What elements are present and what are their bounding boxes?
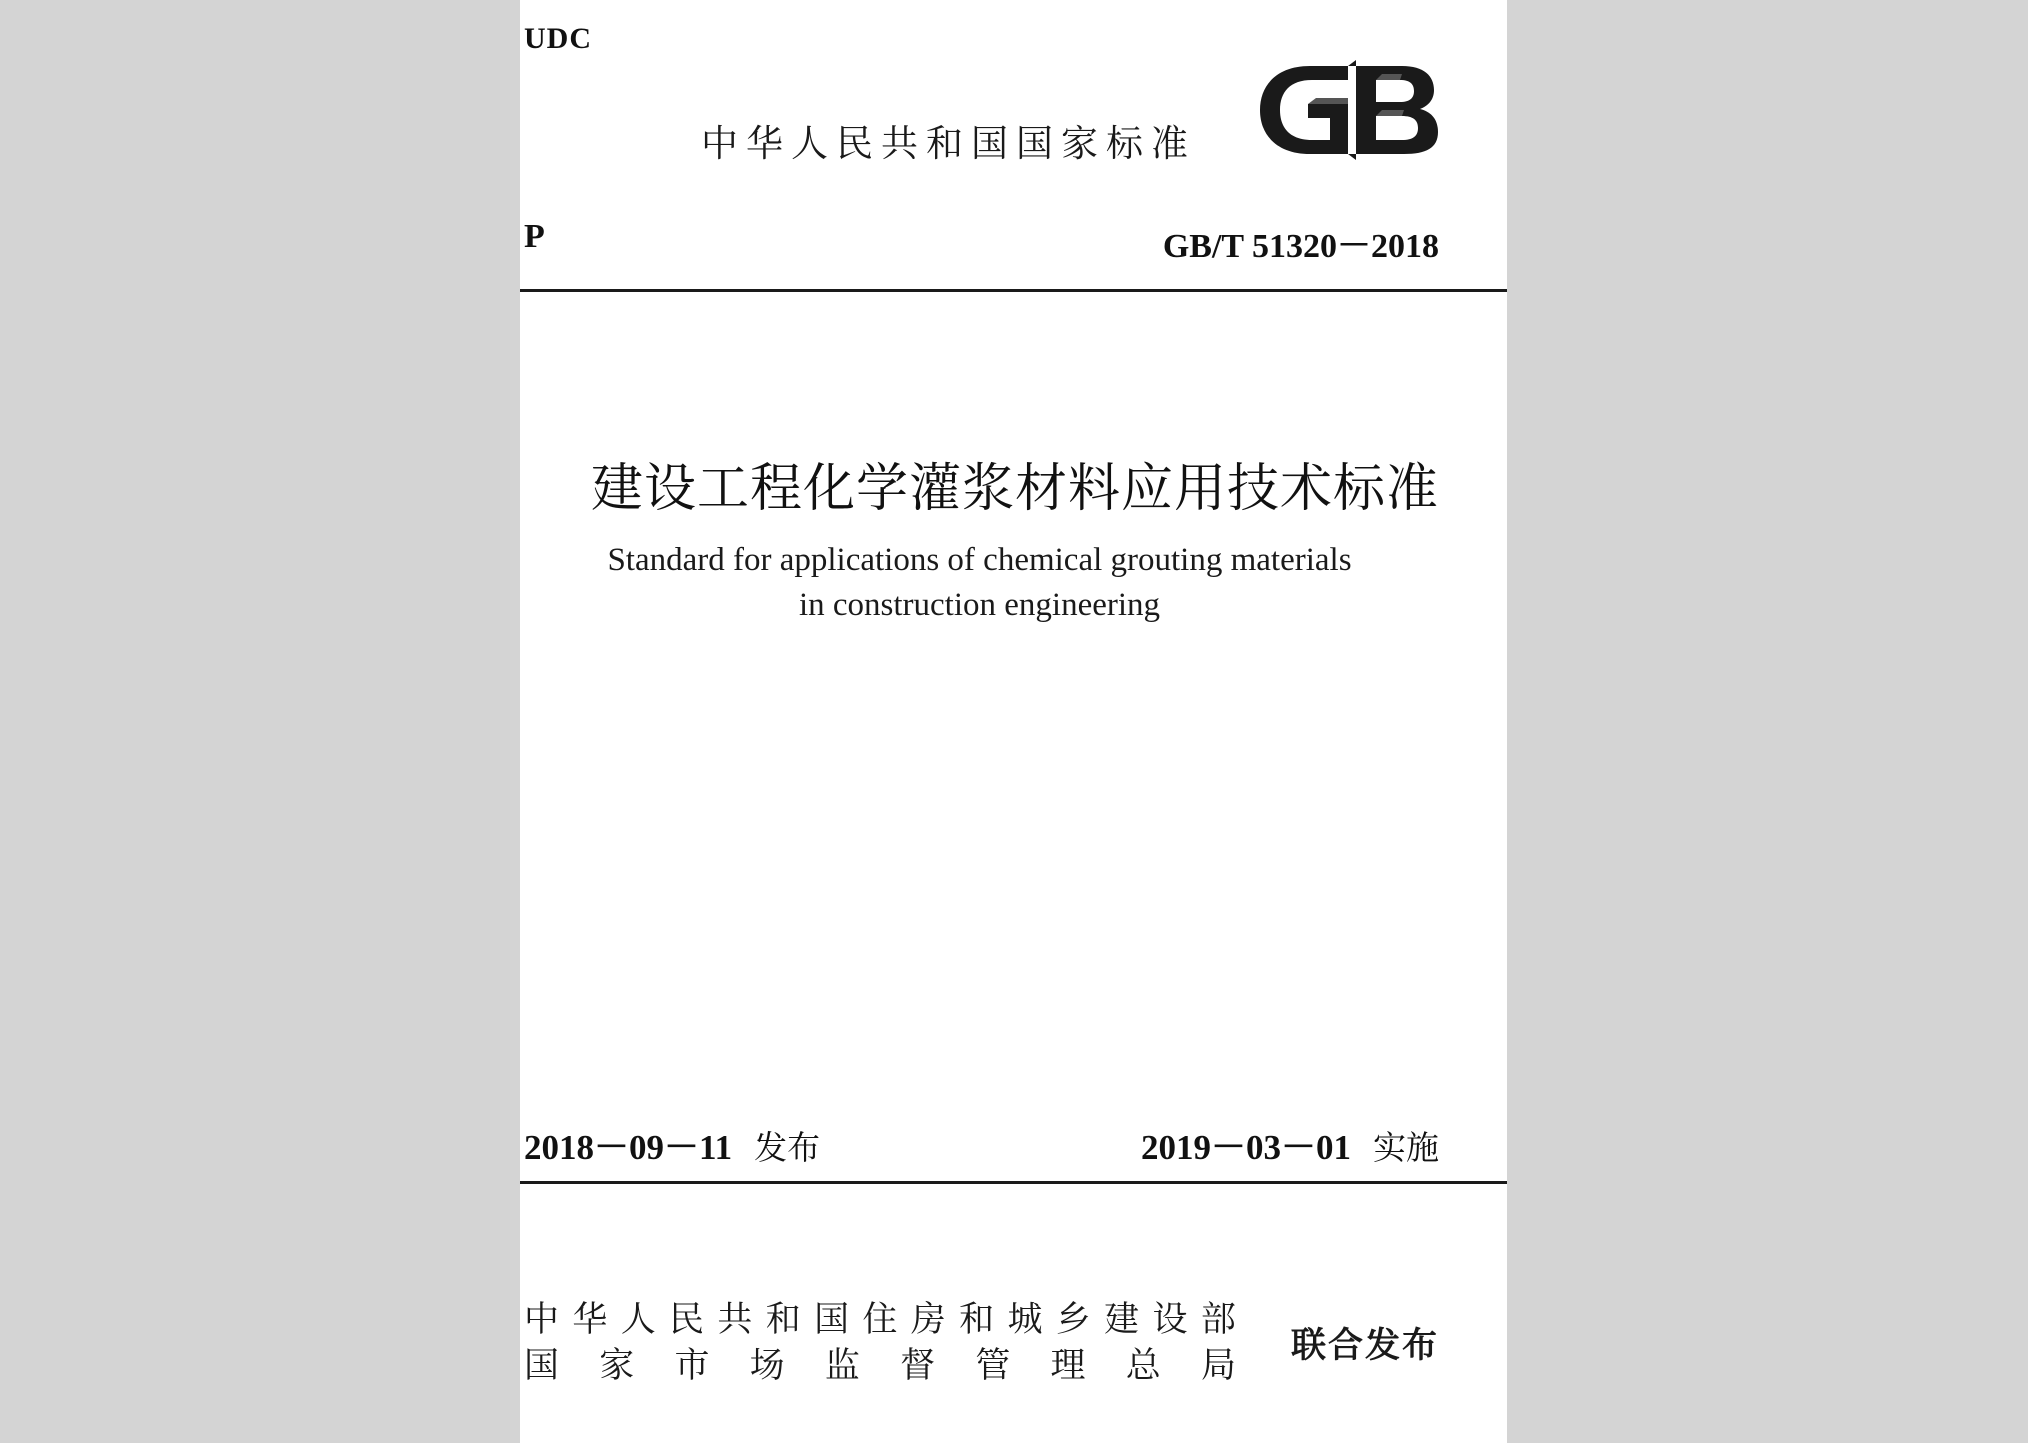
issuer-char: 设 xyxy=(1152,1300,1188,1340)
issuer-char: 监 xyxy=(824,1346,860,1386)
issuer-char: 场 xyxy=(749,1346,785,1386)
gb-logo-icon xyxy=(1252,60,1442,160)
issuer-char: 建 xyxy=(1104,1300,1140,1340)
classification-code: P xyxy=(524,218,545,255)
release-info xyxy=(524,1120,820,1170)
issuing-authorities xyxy=(524,1297,1236,1389)
title-english xyxy=(520,538,1439,628)
issuer-char: 城 xyxy=(1007,1300,1043,1340)
title-english-line-1: Standard for applications of chemical grouting materials xyxy=(607,542,1352,578)
release-label: 发布 xyxy=(754,1128,821,1167)
issuer-char: 共 xyxy=(717,1300,753,1340)
standard-number: GB/T 51320－2018 xyxy=(1162,228,1439,265)
issuer-char: 理 xyxy=(1050,1346,1086,1386)
issuer-char: 乡 xyxy=(1055,1300,1091,1340)
issuer-char: 华 xyxy=(572,1300,608,1340)
issuer-char: 国 xyxy=(814,1300,850,1340)
issuer-char: 总 xyxy=(1125,1346,1161,1386)
implement-info xyxy=(1141,1120,1439,1170)
title-english-line-2: in construction engineering xyxy=(798,587,1161,623)
udc-label: UDC xyxy=(524,22,592,55)
issuer-char: 中 xyxy=(524,1300,560,1340)
issuer-char: 民 xyxy=(669,1300,705,1340)
issuer-char: 和 xyxy=(959,1300,995,1340)
issuer-char: 管 xyxy=(975,1346,1011,1386)
issuer-char: 局 xyxy=(1200,1346,1236,1386)
bottom-divider xyxy=(520,1181,1507,1184)
implement-date: 2019－03－01 xyxy=(1140,1128,1351,1167)
issuer-char: 房 xyxy=(910,1300,946,1340)
release-date: 2018－09－11 xyxy=(524,1128,733,1167)
issuer-char: 和 xyxy=(765,1300,801,1340)
issuer-char: 家 xyxy=(599,1346,635,1386)
national-standard-heading: 中华人民共和国国家标准 xyxy=(701,122,1196,165)
implement-label: 实施 xyxy=(1373,1128,1439,1167)
issuer-char: 部 xyxy=(1200,1300,1236,1340)
issuer-line-2 xyxy=(524,1343,1236,1389)
standard-cover-page xyxy=(520,0,1507,1443)
issuer-char: 督 xyxy=(900,1346,936,1386)
title-chinese: 建设工程化学灌浆材料应用技术标准 xyxy=(590,459,1439,519)
issuer-char: 人 xyxy=(620,1300,656,1340)
top-divider xyxy=(520,289,1507,292)
issuer-char: 市 xyxy=(674,1346,710,1386)
joint-release-label: 联合发布 xyxy=(1290,1326,1439,1366)
issuer-char: 住 xyxy=(862,1300,898,1340)
issuer-line-1 xyxy=(524,1297,1236,1343)
issuer-char: 国 xyxy=(524,1346,560,1386)
